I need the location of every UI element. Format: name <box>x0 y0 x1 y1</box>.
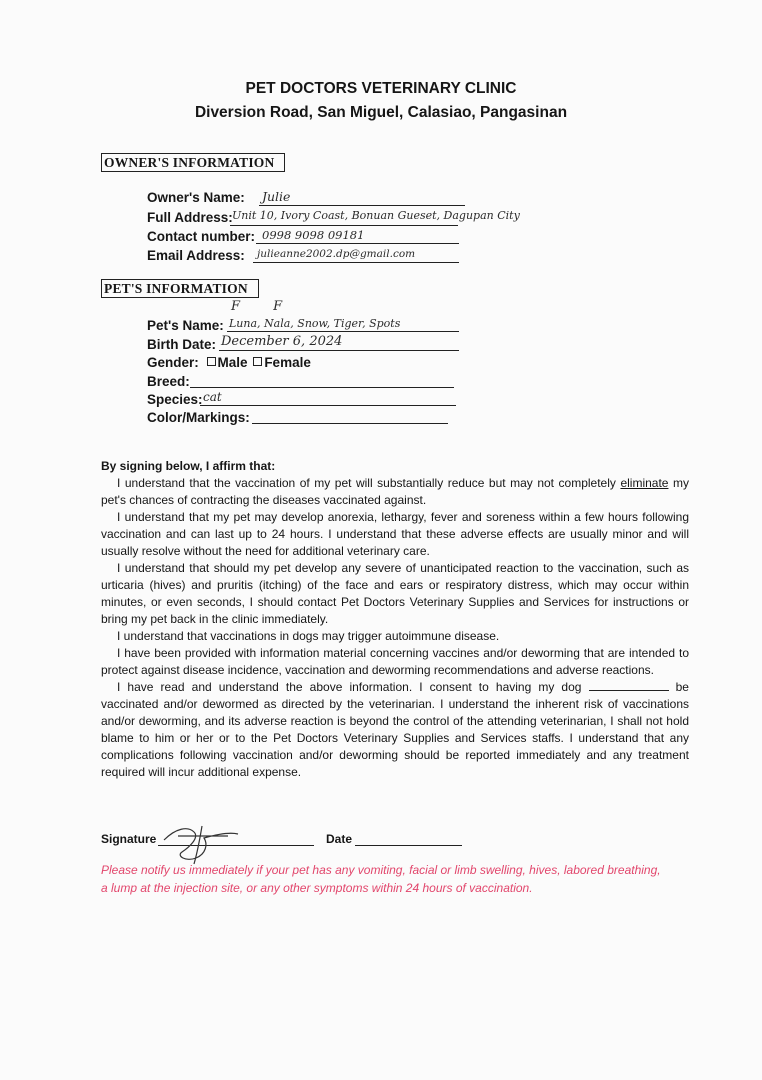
consent-paragraph-5: I have been provided with information material concerning vaccines and/or deworming that are intended to protect against disease incidence, vaccination and deworming recommendations and adverse reactions. <box>101 646 689 677</box>
female-option-label: Female <box>264 355 311 370</box>
consent-paragraph-2: I understand that my pet may develop anorexia, lethargy, fever and soreness within a few hours following vaccination and can last up to 24 hours. I understand that these adverse effects are usually minor and will usually resolve without the need for additional veterinary care. <box>101 510 689 558</box>
birth-date-label: Birth Date: <box>147 337 217 352</box>
email-line[interactable] <box>253 262 459 263</box>
color-markings-line[interactable] <box>252 423 448 424</box>
breed-label: Breed: <box>147 374 190 389</box>
full-address-line[interactable] <box>230 225 458 226</box>
owner-name-line[interactable] <box>259 205 465 206</box>
species-label: Species: <box>147 392 203 407</box>
male-checkbox[interactable] <box>207 357 216 366</box>
owner-section-heading: OWNER'S INFORMATION <box>101 153 285 172</box>
color-markings-label: Color/Markings: <box>147 410 250 425</box>
female-checkbox[interactable] <box>253 357 262 366</box>
clinic-name: PET DOCTORS VETERINARY CLINIC <box>245 80 517 97</box>
eliminate-word: eliminate <box>620 476 669 490</box>
species-value: cat <box>203 390 222 404</box>
contact-number-label: Contact number: <box>147 229 255 244</box>
email-label: Email Address: <box>147 248 245 263</box>
aftercare-notice: Please notify us immediately if your pet has any vomiting, facial or limb swelling, hives, labored breathing, a lump at the injection site, or any other symptoms within 24 hours of vaccination. <box>101 863 661 895</box>
contact-number-line[interactable] <box>256 243 459 244</box>
affirm-heading: By signing below, I affirm that: <box>101 459 276 473</box>
male-option-label: Male <box>217 355 248 370</box>
breed-line[interactable] <box>190 387 454 388</box>
birth-date-value: December 6, 2024 <box>221 334 343 349</box>
date-label: Date <box>326 832 353 846</box>
pet-sex-marks: F F <box>231 299 283 314</box>
signature-label: Signature <box>101 832 157 846</box>
email-value: julieanne2002.dp@gmail.com <box>257 248 416 260</box>
gender-row <box>147 355 311 370</box>
contact-number-value: 0998 9098 09181 <box>262 228 365 242</box>
clinic-address: Diversion Road, San Miguel, Calasiao, Pangasinan <box>194 104 568 121</box>
full-address-value: Unit 10, Ivory Coast, Bonuan Gueset, Dagupan City <box>232 209 520 222</box>
pet-name-line[interactable] <box>227 331 459 332</box>
consent-paragraph-1: I understand that the vaccination of my pet will substantially reduce but may not completely eliminate my pet's chances of contracting the diseases vaccinated against. <box>101 476 689 507</box>
species-line[interactable] <box>200 405 456 406</box>
owner-name-value: Julie <box>262 189 291 204</box>
full-address-label: Full Address: <box>147 210 233 225</box>
handwritten-signature <box>158 818 248 868</box>
date-line[interactable] <box>355 845 462 846</box>
consent-paragraph-3: I understand that should my pet develop any severe of unanticipated reaction to the vaccination, such as urticaria (hives) and pruritis (itching) of the face and ears or respiratory distress, which may occur within minutes, or even seconds, I should contact Pet Doctors Veterinary Supplies and Services for instructions or bring my pet back in the clinic immediately. <box>101 561 689 626</box>
birth-date-line[interactable] <box>219 350 459 351</box>
consent-paragraph-4: I understand that vaccinations in dogs may trigger autoimmune disease. <box>117 629 500 643</box>
consent-paragraph-6: I have read and understand the above information. I consent to having my dog be vaccinated and/or dewormed as directed by the veterinarian. I understand the inherent risk of vaccinations and/or deworming, and its adverse reaction is beyond the control of the attending veterinarian, I shall not hold blame to him or her or to the Pet Doctors Veterinary Supplies and Services staffs. I understand that any complications following vaccination and/or deworming should be reported immediately and any treatment required will incur additional expense. <box>101 680 689 779</box>
consent-text <box>101 475 689 781</box>
pet-name-label: Pet's Name: <box>147 318 224 333</box>
owner-name-label: Owner's Name: <box>147 190 245 205</box>
gender-label: Gender: <box>147 355 199 370</box>
pet-name-value: Luna, Nala, Snow, Tiger, Spots <box>229 317 401 330</box>
pet-section-heading: PET'S INFORMATION <box>101 279 259 298</box>
dog-name-blank[interactable] <box>589 680 669 691</box>
